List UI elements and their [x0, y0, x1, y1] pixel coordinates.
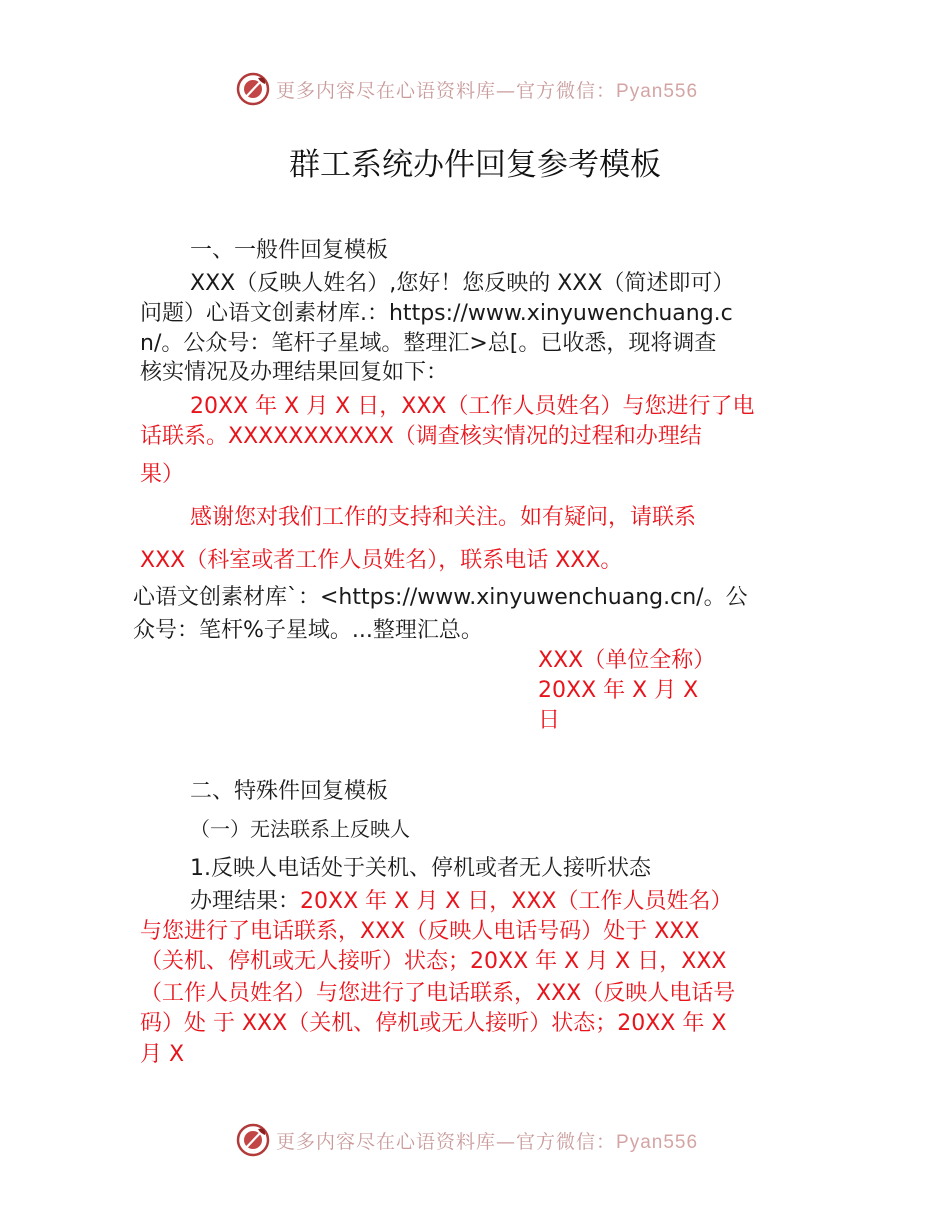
intro-line: 核实情况及办理结果回复如下：: [140, 360, 449, 385]
banner-account: Pyan556: [616, 80, 699, 102]
signature-line: XXX（单位全称）: [538, 648, 716, 673]
sub-heading: （一）无法联系上反映人: [190, 817, 410, 841]
footer-banner: [236, 1122, 698, 1158]
result-line: 20XX 年 X 月 X 日，XXX（工作人员姓名）与您进行了电: [190, 394, 755, 419]
section2-heading: 二、特殊件回复模板: [190, 779, 389, 804]
page-title: 群工系统办件回复参考模板: [289, 147, 661, 183]
banner-text: 更多内容尽在心语资料库—官方微信：Pyan556: [276, 79, 699, 102]
signature-line: 20XX 年 X 月 X: [538, 678, 699, 703]
quill-logo-icon: [236, 1123, 270, 1157]
signature-line: 日: [538, 708, 561, 733]
promo-line: 心语文创素材库`：<https://www.xinyuwenchuang.cn/。公: [133, 585, 748, 610]
banner-text: 更多内容尽在心语资料库—官方微信：Pyan556: [276, 1130, 699, 1153]
intro-line: XXX（反映人姓名）,您好！您反映的 XXX（简述即可）: [190, 271, 735, 296]
result-line: 月 X: [140, 1042, 185, 1067]
item-title: 1.反映人电话处于关机、停机或者无人接听状态: [190, 856, 651, 881]
intro-line: n/。公众号：笔杆子星域。整理汇>总[。已收悉，现将调查: [140, 331, 717, 356]
result-line: 与您进行了电话联系，XXX（反映人电话号码）处于 XXX: [140, 919, 700, 944]
thanks-line: 感谢您对我们工作的支持和关注。如有疑问，请联系: [190, 505, 697, 530]
result-label: 办理结果：: [190, 889, 301, 914]
result-line: 果）: [140, 462, 185, 487]
result-first-line: [190, 887, 732, 917]
result-line: （工作人员姓名）与您进行了电话联系，XXX（反映人电话号: [140, 981, 736, 1006]
result-line: 话联系。XXXXXXXXXXX（调查核实情况的过程和办理结: [140, 424, 702, 449]
result-text: 20XX 年 X 月 X 日，XXX（工作人员姓名）: [300, 889, 733, 914]
result-line: 码）处 于 XXX（关机、停机或无人接听）状态；20XX 年 X: [140, 1011, 727, 1036]
quill-logo-icon: [236, 72, 270, 106]
result-line: （关机、停机或无人接听）状态；20XX 年 X 月 X 日，XXX: [140, 949, 727, 974]
intro-line: 问题）心语文创素材库.：https://www.xinyuwenchuang.c: [140, 301, 733, 326]
banner-account: Pyan556: [616, 1131, 699, 1153]
promo-line: 众号：笔杆%子星域。...整理汇总。: [133, 618, 483, 643]
header-banner: [236, 71, 698, 107]
section1-heading: 一、一般件回复模板: [190, 238, 389, 263]
thanks-line: XXX（科室或者工作人员姓名），联系电话 XXX。: [140, 548, 623, 573]
